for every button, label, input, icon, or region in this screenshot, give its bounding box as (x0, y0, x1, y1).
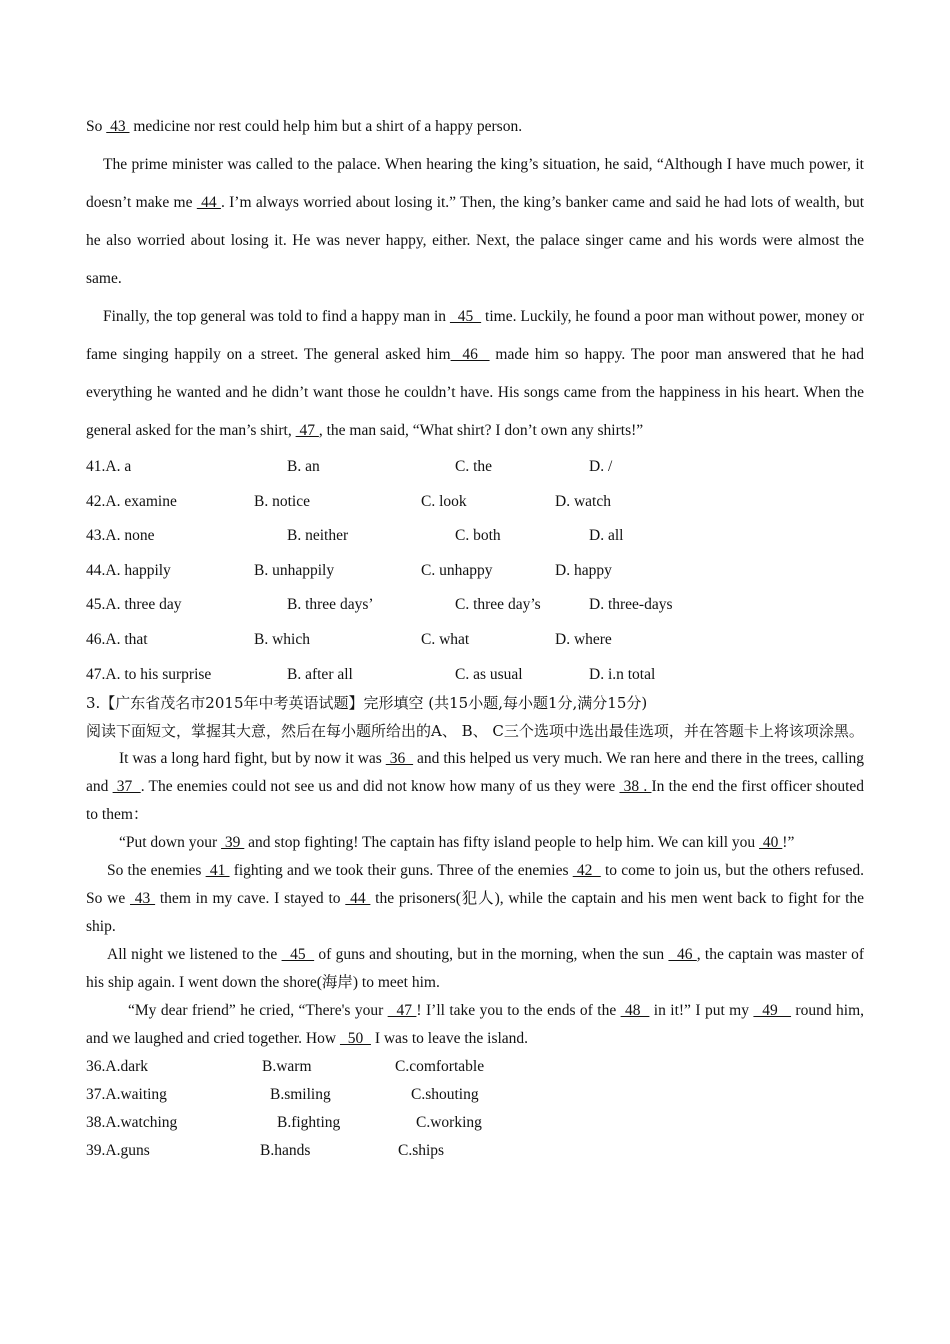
blank-42: 42 (572, 862, 601, 880)
blank-45: 45 (449, 308, 482, 325)
passage-b-paragraph-4: All night we listened to the 45 of guns and shouting, but in the morning, when the sun 46 , the captain was master of his ship again. I went down the shore(海岸) to meet him. (86, 946, 865, 992)
option-row-43: 43.A. none B. neither C. both D. all (86, 527, 624, 545)
blank-44: 44 (196, 194, 221, 211)
option-row-42: 42.A. examine B. notice C. look D. watch (86, 492, 611, 510)
blank-44-b: 44 (345, 890, 371, 908)
options-b (86, 1053, 864, 1165)
blank-43-b: 43 (130, 890, 156, 908)
options-a (86, 450, 864, 692)
blank-38: 38 . (619, 778, 652, 796)
option-row-46: 46.A. that B. which C. what D. where (86, 630, 612, 648)
section-b-heading: 3.【广东省茂名市2015年中考英语试题】完形填空 (共15小题,每小题1分,满分15分) (86, 694, 648, 713)
blank-37: 37 (112, 778, 141, 796)
option-row-44: 44.A. happily B. unhappily C. unhappy D. happy (86, 561, 612, 579)
blank-48: 48 (620, 1002, 650, 1020)
passage-b-paragraph-5: “My dear friend” he cried, “There's your 47 ! I’ll take you to the ends of the 48 in it!” I put my 49 round him, and we laughed and cried together. How 50 I was to leave the island. (86, 1002, 865, 1048)
blank-47: 47 (295, 422, 319, 439)
option-row-38: 38.A.watching B.fighting C.working (86, 1114, 482, 1132)
blank-41: 41 (205, 862, 230, 880)
blank-49: 49 (753, 1002, 792, 1020)
passage-b-paragraph-1: It was a long hard fight, but by now it was 36 and this helped us very much. We ran here and there in the trees, calling and 37 . The enemies could not see us and did not know how many of us they were 38 . In the end the first officer shouted to them： (86, 750, 865, 824)
blank-40: 40 (759, 834, 783, 852)
blank-50: 50 (339, 1030, 371, 1048)
passage-b-paragraph-2: “Put down your 39 and stop fighting! The captain has fifty island people to help him. We can kill you 40 !” (119, 834, 795, 852)
exam-page (86, 108, 864, 1165)
blank-46: 46 (450, 346, 490, 363)
passage-a-paragraph-2: Finally, the top general was told to find a happy man in 45 time. Luckily, he found a poor man without power, money or fame singing happily on a street. The general asked him 46 made him so happy. The poor man answered that he had everything he wanted and he didn’t want those he couldn’t have. His songs came from the happiness in his heart. When the general asked for the man’s shirt, 47 , the man said, “What shirt? I don’t own any shirts!” (86, 308, 865, 439)
passage-a-paragraph-1: The prime minister was called to the palace. When hearing the king’s situation, he said, “Although I have much power, it doesn’t make me 44 . I’m always worried about losing it.” Then, the king’s banker came and said he had lots of wealth, but he also worried about losing it. He was never happy, either. Next, the palace singer came and his words were almost the same. (86, 156, 864, 287)
option-row-39: 39.A.guns B.hands C.ships (86, 1142, 445, 1160)
option-row-47: 47.A. to his surprise B. after all C. as usual D. i.n total (86, 665, 656, 683)
section-b-instruction: 阅读下面短文，掌握其大意，然后在每小题所给出的A、 B、 C三个选项中选出最佳选项，并在答题卡上将该项涂黑。 (86, 722, 864, 741)
blank-39: 39 (221, 834, 245, 852)
option-row-45: 45.A. three day B. three days’ C. three day’s D. three-days (86, 596, 673, 614)
option-row-37: 37.A.waiting B.smiling C.shouting (86, 1086, 479, 1104)
blank-46-b: 46 (668, 946, 697, 964)
blank-43: 43 (106, 118, 130, 135)
blank-45-b: 45 (281, 946, 315, 964)
passage-a-line-43: So 43 medicine nor rest could help him but a shirt of a happy person. (86, 118, 523, 135)
passage-b-paragraph-3: So the enemies 41 fighting and we took their guns. Three of the enemies 42 to come to join us, but the others refused. So we 43 them in my cave. I stayed to 44 the prisoners(犯人), while the captain and his men went back to fight for the ship. (86, 862, 865, 936)
option-row-41: 41.A. a B. an C. the D. / (86, 458, 613, 475)
blank-36: 36 (385, 750, 414, 768)
option-row-36: 36.A.dark B.warm C.comfortable (86, 1058, 485, 1076)
blank-47-b: 47 (387, 1002, 417, 1020)
